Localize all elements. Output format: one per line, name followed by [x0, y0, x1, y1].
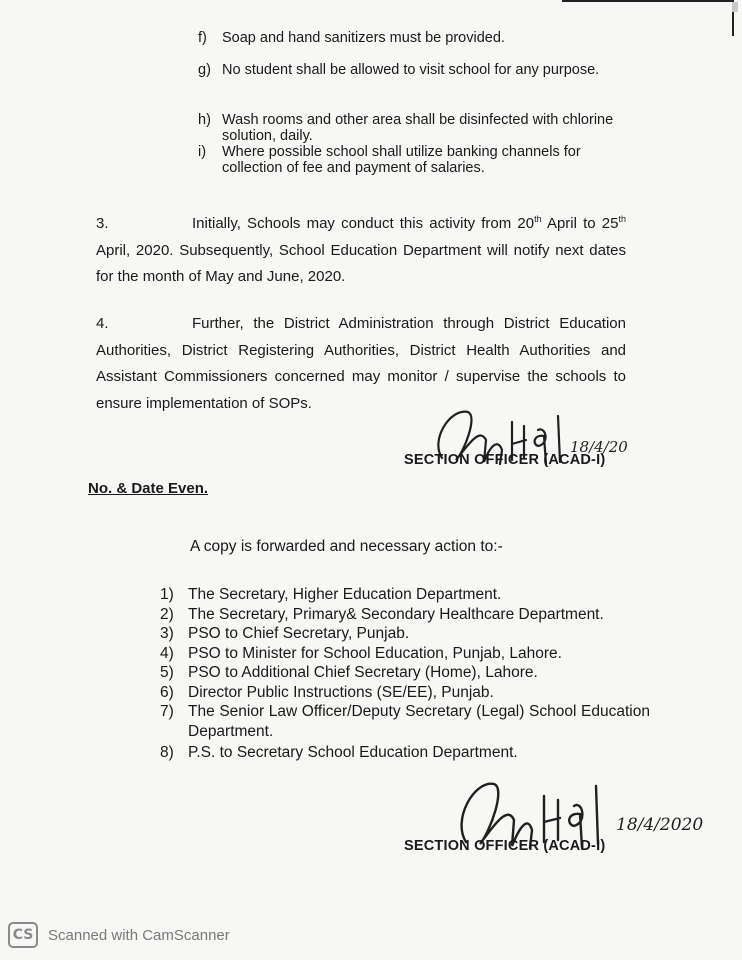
recipient-text: P.S. to Secretary School Education Department. — [188, 744, 518, 761]
recipient-item — [160, 585, 660, 605]
paragraph-text-c: April, 2020. Subsequently, School Education Department will notify next dates for the month of May and June, 2020. — [96, 241, 626, 285]
signature-1-date: 18/4/20 — [570, 438, 628, 456]
recipient-text: PSO to Minister for School Education, Punjab, Lahore. — [188, 644, 562, 662]
recipient-number: 6) — [160, 683, 174, 701]
list-text: Where possible school shall utilize banking channels for collection of fee and payment of salaries. — [222, 144, 581, 176]
paragraph-3 — [96, 206, 626, 291]
recipient-number: 2) — [160, 605, 174, 623]
recipients-list — [160, 585, 660, 763]
list-item-f — [198, 30, 628, 46]
recipient-item — [160, 605, 660, 625]
list-item-g — [198, 62, 618, 78]
recipient-item — [160, 702, 650, 741]
recipient-number: 3) — [160, 625, 174, 642]
paragraph-number: 3. — [96, 215, 109, 232]
list-marker: i) — [198, 144, 207, 160]
recipient-number: 5) — [160, 664, 174, 681]
paragraph-text: Further, the District Administration through District Education Authorities, District Registering Authorities, District Health Authorities and Assistant Commissioners concerned may monitor / supervise the schools to ensure implementation of SOPs. — [96, 315, 626, 412]
forward-line: A copy is forwarded and necessary action to:- — [190, 538, 503, 555]
superscript: th — [534, 214, 542, 224]
recipient-number: 7) — [160, 703, 174, 720]
section-officer-title-2: SECTION OFFICER (ACAD-I) — [404, 838, 606, 854]
recipient-text: The Senior Law Officer/Deputy Secretary (Legal) School Education Department. — [188, 703, 650, 740]
list-marker: h) — [198, 112, 211, 128]
list-text: No student shall be allowed to visit school for any purpose. — [222, 62, 600, 78]
no-date-even: No. & Date Even. — [88, 480, 209, 497]
paragraph-text-a: Initially, Schools may conduct this activity from 20 — [192, 215, 535, 232]
recipient-number: 8) — [160, 744, 174, 761]
recipient-text: Director Public Instructions (SE/EE), Punjab. — [188, 683, 494, 701]
recipient-text: PSO to Chief Secretary, Punjab. — [188, 625, 410, 642]
paragraph-text-b: April to 25 — [541, 215, 619, 232]
recipient-item — [160, 644, 660, 664]
paragraph-number: 4. — [96, 315, 109, 332]
camscanner-logo-icon: CS — [8, 922, 38, 948]
recipient-number: 1) — [160, 586, 174, 603]
recipient-text: PSO to Additional Chief Secretary (Home), Lahore. — [188, 664, 538, 681]
camscanner-text: Scanned with CamScanner — [48, 926, 230, 944]
list-text: Wash rooms and other area shall be disinfected with chlorine solution, daily. — [222, 112, 614, 144]
recipient-number: 4) — [160, 644, 174, 662]
signature-2-date: 18/4/2020 — [616, 815, 704, 835]
list-marker: f) — [198, 30, 207, 46]
recipient-item — [160, 743, 660, 763]
recipient-text: The Secretary, Primary& Secondary Healthcare Department. — [188, 605, 604, 623]
recipient-text: The Secretary, Higher Education Department. — [188, 586, 502, 603]
section-officer-title-1: SECTION OFFICER (ACAD-I) — [404, 452, 606, 468]
camscanner-footer — [8, 922, 230, 948]
list-text: Soap and hand sanitizers must be provided. — [222, 30, 505, 46]
list-item-h — [198, 112, 618, 144]
recipient-item — [160, 624, 660, 644]
recipient-item — [160, 663, 660, 683]
recipient-item — [160, 683, 660, 703]
list-marker: g) — [198, 62, 211, 78]
superscript: th — [618, 214, 626, 224]
list-item-i — [198, 144, 618, 176]
